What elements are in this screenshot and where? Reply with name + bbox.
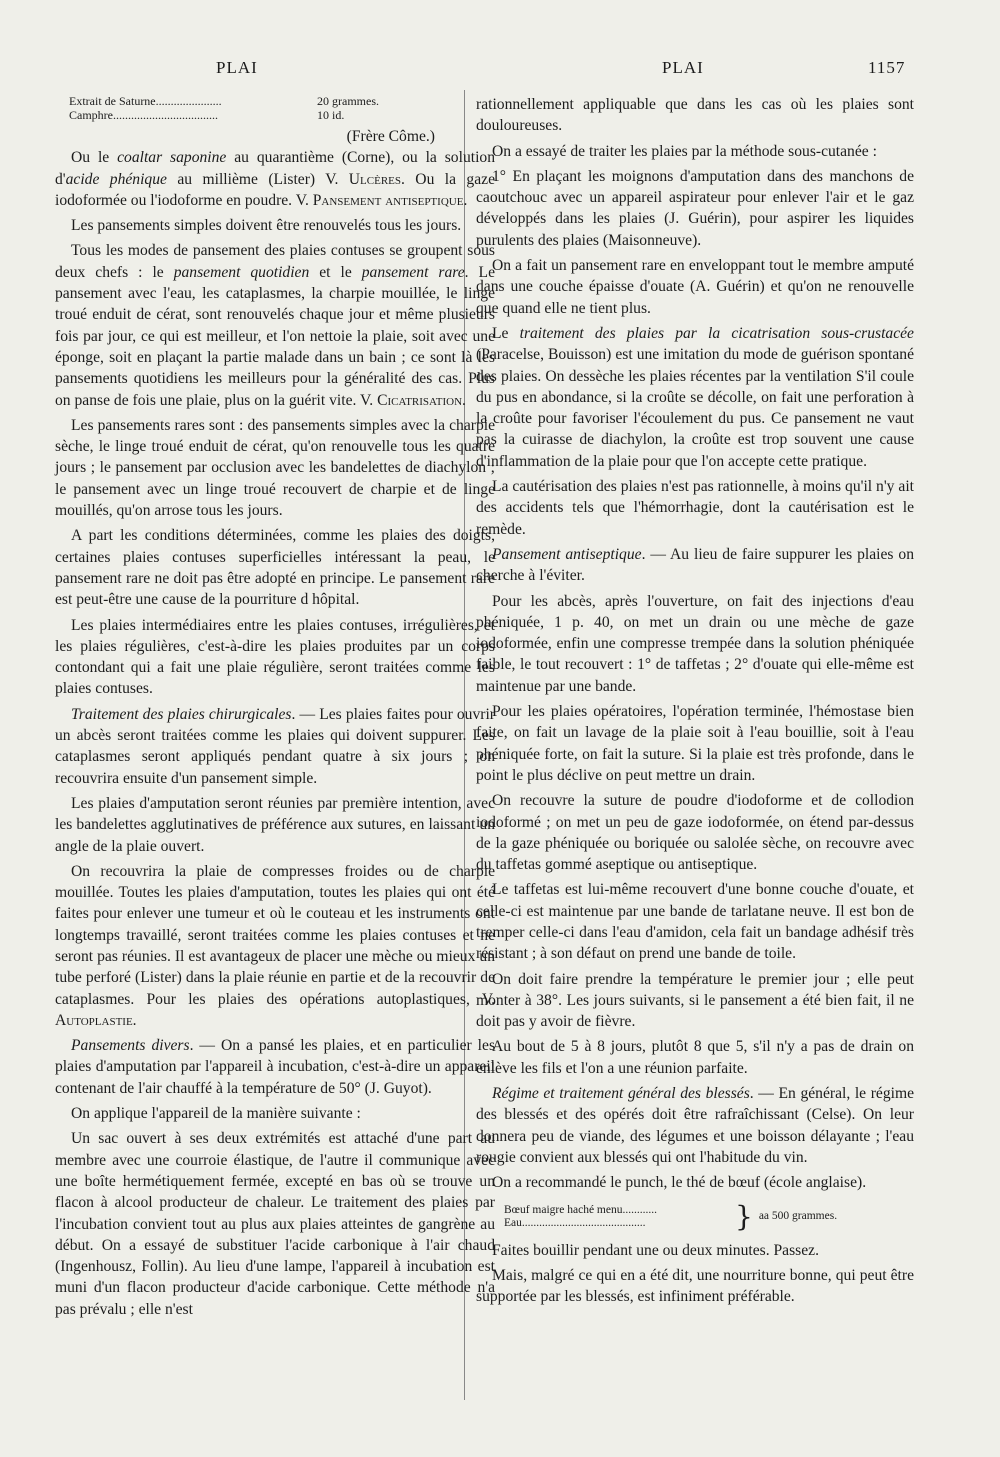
paragraph: On a recommandé le punch, le thé de bœuf (école anglaise).: [492, 1174, 867, 1192]
recipe-ingredient: Bœuf maigre haché menu: [504, 1203, 623, 1216]
section-heading: Traitement des plaies chirurgicales: [71, 705, 292, 723]
leader-dots: ......................: [155, 94, 222, 108]
recipe-quantity: 10 id.: [317, 108, 345, 122]
paragraph: La cautérisation des plaies n'est pas rationnelle, à moins qu'il n'y ait des accidents tels que l'hémorrhagie, dont la cautérisation est le remède.: [476, 478, 914, 538]
leader-dots: ...................................: [113, 108, 218, 122]
paragraph: Faites bouillir pendant une ou deux minutes. Passez.: [492, 1241, 819, 1259]
cross-reference: Autoplastie: [55, 1011, 133, 1029]
paragraph: On doit faire prendre la température le premier jour ; elle peut monter à 38°. Les jours suivants, si le pansement a été bien fait, il ne doit pas y avoir de fièvre.: [476, 970, 914, 1031]
paragraph: Les pansements rares sont : des pansements simples avec la charpie sèche, le linge troué enduit de cérat, qu'on renouvelle tous les quatre jours ; le pansement par occlusion avec les bandelettes de diachylon ; le pansement avec un linge troué recouvert de charpie et de linge mouillés, qu'on arrose tous les jours.: [55, 416, 495, 520]
recipe-row: [69, 108, 495, 122]
paragraph: Les plaies intermédiaires entre les plaies contuses, irrégulières, et les plaies régulières, c'est-à-dire les plaies produites par un corps contondant qui a fait une plaie régulière, seront traitées comme les plaies contuses.: [55, 616, 495, 698]
recipe-ingredient: Camphre: [69, 108, 113, 122]
right-running-head: PLAI: [662, 58, 704, 77]
paragraph: Les plaies d'amputation seront réunies par première intention, avec les bandelettes agglutinatives de préférence aux sutures, en laissant un angle de la plaie ouvert.: [55, 794, 495, 855]
cross-reference: Ulcères: [348, 170, 401, 188]
beef-tea-recipe: [504, 1199, 914, 1233]
left-column: [55, 94, 495, 1324]
section-heading: Pansements divers: [71, 1037, 190, 1055]
paragraph: Pansement antiseptique. — Au lieu de faire suppurer les plaies on cherche à l'éviter.: [476, 545, 914, 585]
paragraph: Régime et traitement général des blessés. — En général, le régime des blessés et des opérés doit être rafraîchissant (Celse). On leur donnera peu de viande, des légumes et une boisson délayante ; l'eau rougie convient aux blessés qui ont l'habitude du vin.: [476, 1085, 914, 1166]
recipe-attribution: (Frère Côme.): [346, 128, 435, 145]
paragraph: Tous les modes de pansement des plaies contuses se groupent sous deux chefs : le pansement quotidien et le pansement rare. Le pansement avec l'eau, les cataplasmes, la charpie mouillée, le linge troué enduit de cérat, sont renouvelés chaque jour et même plusieurs fois par jour, ce qui est meilleur, et l'on nettoie la plaie, soit avec une éponge, soit en plaçant la partie malade dans un bain ; ce sont là les pansements quotidiens les meilleurs pour la généralité des cas. Plus on panse de fois une plaie, plus on la guérit vite. V. Cicatrisation.: [55, 242, 495, 409]
paragraph: Au bout de 5 à 8 jours, plutôt 8 que 5, s'il n'y a pas de drain on enlève les fils et l'on a une réunion parfaite.: [476, 1038, 914, 1077]
paragraph: Traitement des plaies chirurgicales. — Les plaies faites pour ouvrir un abcès seront traitées comme les plaies qui doivent suppurer. Les cataplasmes seront appliqués pendant quatre à six jours ; on recouvrira ensuite d'un pansement simple.: [55, 705, 495, 787]
cross-reference: Pansement antiseptique: [312, 191, 464, 209]
paragraph: Les pansements simples doivent être renouvelés tous les jours.: [71, 217, 462, 235]
section-heading: traitement des plaies par la cicatrisation sous-crustacée: [519, 324, 914, 342]
section-heading: Régime et traitement général des blessés: [492, 1085, 750, 1103]
recipe-row: [69, 94, 495, 108]
paragraph: On recouvrira la plaie de compresses froides ou de charpie mouillée. Toutes les plaies d'amputation, toutes les plaies qui ont été faites pour enlever une tumeur et où le couteau et les instruments ont longtemps travaillé, seront traitées comme les plaies contuses et ne seront pas réunies. Il est avantageux de placer une mèche ou mieux un tube perforé (Lister) dans la plaie réunie en partie et de la recouvrir de cataplasmes. Pour les plaies des opérations autoplastiques, V. Autoplastie.: [55, 862, 495, 1029]
paragraph: On recouvre la suture de poudre d'iodoforme et de collodion iodoformé ; on met un peu de gaze iodoformée, on étend par-dessus de la gaze phéniquée ou boriquée ou salolée sèche, on recouvre avec du taffetas gommé aseptique ou antiseptique.: [476, 792, 914, 874]
cross-reference: Cicatrisation: [377, 391, 463, 409]
left-running-head: PLAI: [216, 58, 258, 77]
paragraph: Mais, malgré ce qui en a été dit, une nourriture bonne, qui peut être supportée par les blessés, est infiniment préférable.: [476, 1266, 914, 1306]
paragraph: On applique l'appareil de la manière suivante :: [71, 1105, 361, 1123]
paragraph: Ou le coaltar saponine au quarantième (Corne), ou la solution d'acide phénique au millième (Lister) V. Ulcères. Ou la gaze iodoformée ou l'iodoforme en poudre. V. Pansement antiseptique.: [55, 149, 495, 209]
paragraph: Le taffetas est lui-même recouvert d'une bonne couche d'ouate, et celle-ci est maintenue par une bande de tarlatane neuve. Il est bon de tremper celle-ci dans l'eau d'amidon, cela fait un bandage adhésif très résistant ; à son défaut on prend une bande de toile.: [476, 881, 914, 963]
paragraph: Pour les plaies opératoires, l'opération terminée, l'hémostase bien faite, on fait un lavage de la plaie soit à l'eau bouillie, soit à l'eau phéniquée forte, on fait la suture. Si la plaie est très profonde, dans le point le plus déclive on peut mettre un drain.: [476, 703, 914, 784]
recipe-ingredient: Extrait de Saturne: [69, 94, 156, 108]
right-column: [476, 94, 914, 1311]
paragraph: Pansements divers. — On a pansé les plaies, et en particulier les plaies d'amputation par l'appareil à incubation, c'est-à-dire un appareil contenant de l'air chauffé à la température de 50° (J. Guyot).: [55, 1037, 496, 1097]
leader-dots: ............: [622, 1203, 657, 1216]
paragraph: On a fait un pansement rare en enveloppant tout le membre amputé dans une couche épaisse d'ouate (A. Guérin) et qu'on ne renouvelle que quand elle ne tient plus.: [476, 257, 914, 317]
leader-dots: ...........................................: [521, 1216, 646, 1229]
paragraph: A part les conditions déterminées, comme les plaies des doigts, certaines plaies contuses superficielles intéressant la peau, le pansement rare ne doit pas être adopté en principe. Le pansement rare est peut-être une cause de la pourriture d hôpital.: [55, 527, 495, 609]
recipe-ingredient: Eau: [504, 1216, 522, 1229]
page-number: 1157: [868, 58, 906, 77]
paragraph: 1° En plaçant les moignons d'amputation dans des manchons de caoutchouc avec un appareil aspirateur pour enlever l'air et le gaz développés dans les plaies (J. Guérin), pour aspirer les liquides purulents des plaies (Maisonneuve).: [476, 167, 914, 249]
paragraph: Le traitement des plaies par la cicatrisation sous-crustacée (Paracelse, Bouisson) est une imitation du mode de guérison spontané des plaies. On dessèche les plaies récentes par la ventilation S'il coule du pus en abondance, si la croûte se décolle, on fait une perforation à la croûte pour favoriser l'écoulement du pus. Ce pansement ne vaut pas la cuirasse de diachylon, la croûte est trop souvent une cause d'inflammation de la plaie pour que l'on accepte cette pratique.: [476, 324, 914, 470]
paragraph: rationnellement appliquable que dans les cas où les plaies sont douloureuses.: [476, 96, 914, 135]
brace-glyph: }: [735, 1199, 753, 1233]
paragraph: Pour les abcès, après l'ouverture, on fait des injections d'eau phéniquée, 1 p. 40, on met un drain ou une mèche de gaze iodoformée, enfin une compresse trempée dans la solution phéniquée faible, le tout recouvert : 1° de taffetas ; 2° d'ouate qui elle-même est maintenue par une bande.: [476, 592, 914, 695]
paragraph: On a essayé de traiter les plaies par la méthode sous-cutanée :: [492, 142, 877, 160]
recipe-table: [69, 94, 495, 122]
recipe-quantity: aa 500 grammes.: [758, 1210, 838, 1223]
paragraph: Un sac ouvert à ses deux extrémités est attaché d'une part au membre avec une courroie élastique, de l'autre il communique avec une boîte hermétiquement fermée, excepté en bas où se trouve un flacon à alcool producteur de chaleur. Le traitement des plaies par l'incubation convient tout au plus aux plaies atteintes de gangrène au début. On a essayé de substituer l'acide carbonique à l'air chaud (Ingenhousz, Follin). Au lieu d'une lampe, l'appareil à incubation est muni d'un flacon producteur d'acide carbonique. Cette méthode n'a pas prévalu ; elle n'est: [55, 1130, 495, 1318]
recipe-quantity: 20 grammes.: [317, 94, 379, 108]
section-heading: Pansement antiseptique: [492, 545, 642, 563]
